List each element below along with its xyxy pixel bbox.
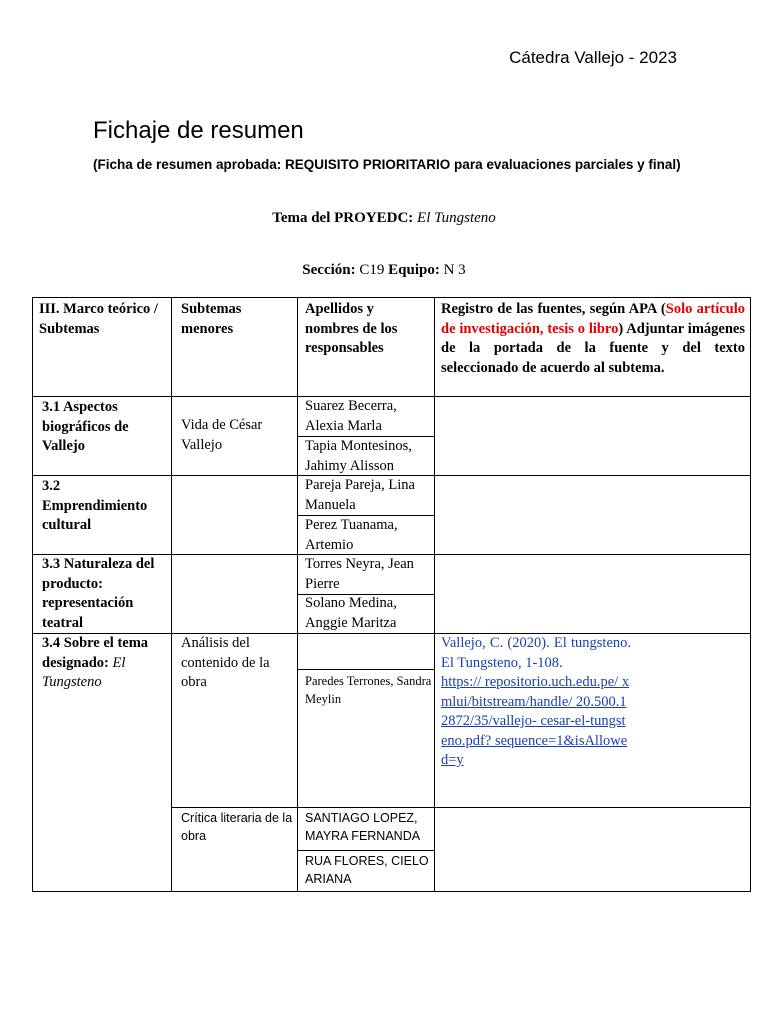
- header-registro-fuentes: [441, 300, 745, 378]
- page-subtitle: (Ficha de resumen aprobada: REQUISITO PRIORITARIO para evaluaciones parciales y final): [93, 157, 681, 172]
- equipo-value: N 3: [443, 262, 466, 278]
- table-divider: [434, 298, 435, 891]
- subtheme-vida: Vida de César Vallejo: [181, 417, 263, 453]
- summary-table: [32, 297, 751, 892]
- responsible-name: Tapia Montesinos, Jahimy Alisson: [305, 438, 412, 474]
- table-divider: [297, 669, 434, 670]
- course-header: Cátedra Vallejo - 2023: [509, 48, 677, 67]
- theme-3-1: 3.1 Aspectos biográficos de Vallejo: [42, 399, 129, 454]
- responsible-name: RUA FLORES, CIELO ARIANA: [305, 854, 429, 886]
- responsible-name: Suarez Becerra, Alexia Marla: [305, 398, 397, 434]
- responsible-name: Solano Medina, Anggie Maritza: [305, 595, 397, 631]
- theme-3-4-title: El Tungsteno: [42, 654, 126, 690]
- table-divider: [171, 807, 750, 808]
- theme-3-4-label: 3.4 Sobre el tema designado:: [42, 635, 149, 671]
- responsible-name: Perez Tuanama, Artemio: [305, 517, 398, 553]
- tema-label: Tema del PROYEDC:: [272, 210, 414, 226]
- header-adjuntar-text: Adjuntar imágenes de la portada de la fuente y del texto seleccionado de acuerdo al subtema.: [441, 320, 745, 376]
- tema-line: [0, 210, 768, 227]
- header-registro-close: ): [618, 320, 624, 337]
- theme-3-3: 3.3 Naturaleza del producto: representación teatral: [42, 556, 155, 631]
- apa-reference: [441, 634, 631, 771]
- subtheme-analisis: Análisis del contenido de la obra: [181, 635, 270, 690]
- responsible-name: Torres Neyra, Jean Pierre: [305, 556, 414, 592]
- equipo-label: Equipo:: [388, 262, 440, 278]
- header-responsables: Apellidos y nombres de los responsables: [305, 301, 398, 356]
- seccion-value: C19: [359, 262, 385, 278]
- theme-3-2: 3.2 Emprendimiento cultural: [42, 478, 148, 533]
- header-subtemas-menores: Subtemas menores: [181, 301, 242, 337]
- page-title: Fichaje de resumen: [93, 117, 304, 144]
- table-divider: [171, 298, 172, 891]
- source-link[interactable]: https:// repositorio.uch.edu.pe/ xmlui/bitstream/handle/ 20.500.12872/35/vallejo- cesar-el-tungsteno.pdf? sequence=1&isAllowed=y: [441, 674, 630, 768]
- subtheme-critica: Crítica literaria de la obra: [181, 811, 293, 843]
- responsible-name: SANTIAGO LOPEZ, MAYRA FERNANDA: [305, 811, 421, 843]
- tema-value: El Tungsteno: [417, 210, 496, 226]
- responsible-name: Paredes Terrones, Sandra Meylin: [305, 674, 432, 706]
- theme-3-4: [42, 634, 160, 693]
- table-divider: [297, 850, 434, 851]
- header-registro-note: Solo artículo de investigación, tesis o libro: [441, 301, 745, 337]
- responsible-name: Pareja Pareja, Lina Manuela: [305, 477, 415, 513]
- apa-citation: Vallejo, C. (2020). El tungsteno. El Tungsteno, 1-108.: [441, 635, 631, 671]
- header-marco-teorico: III. Marco teórico / Subtemas: [39, 301, 158, 337]
- seccion-label: Sección:: [302, 262, 356, 278]
- header-registro-text: Registro de las fuentes, según APA (: [441, 301, 666, 317]
- seccion-line: [0, 262, 768, 279]
